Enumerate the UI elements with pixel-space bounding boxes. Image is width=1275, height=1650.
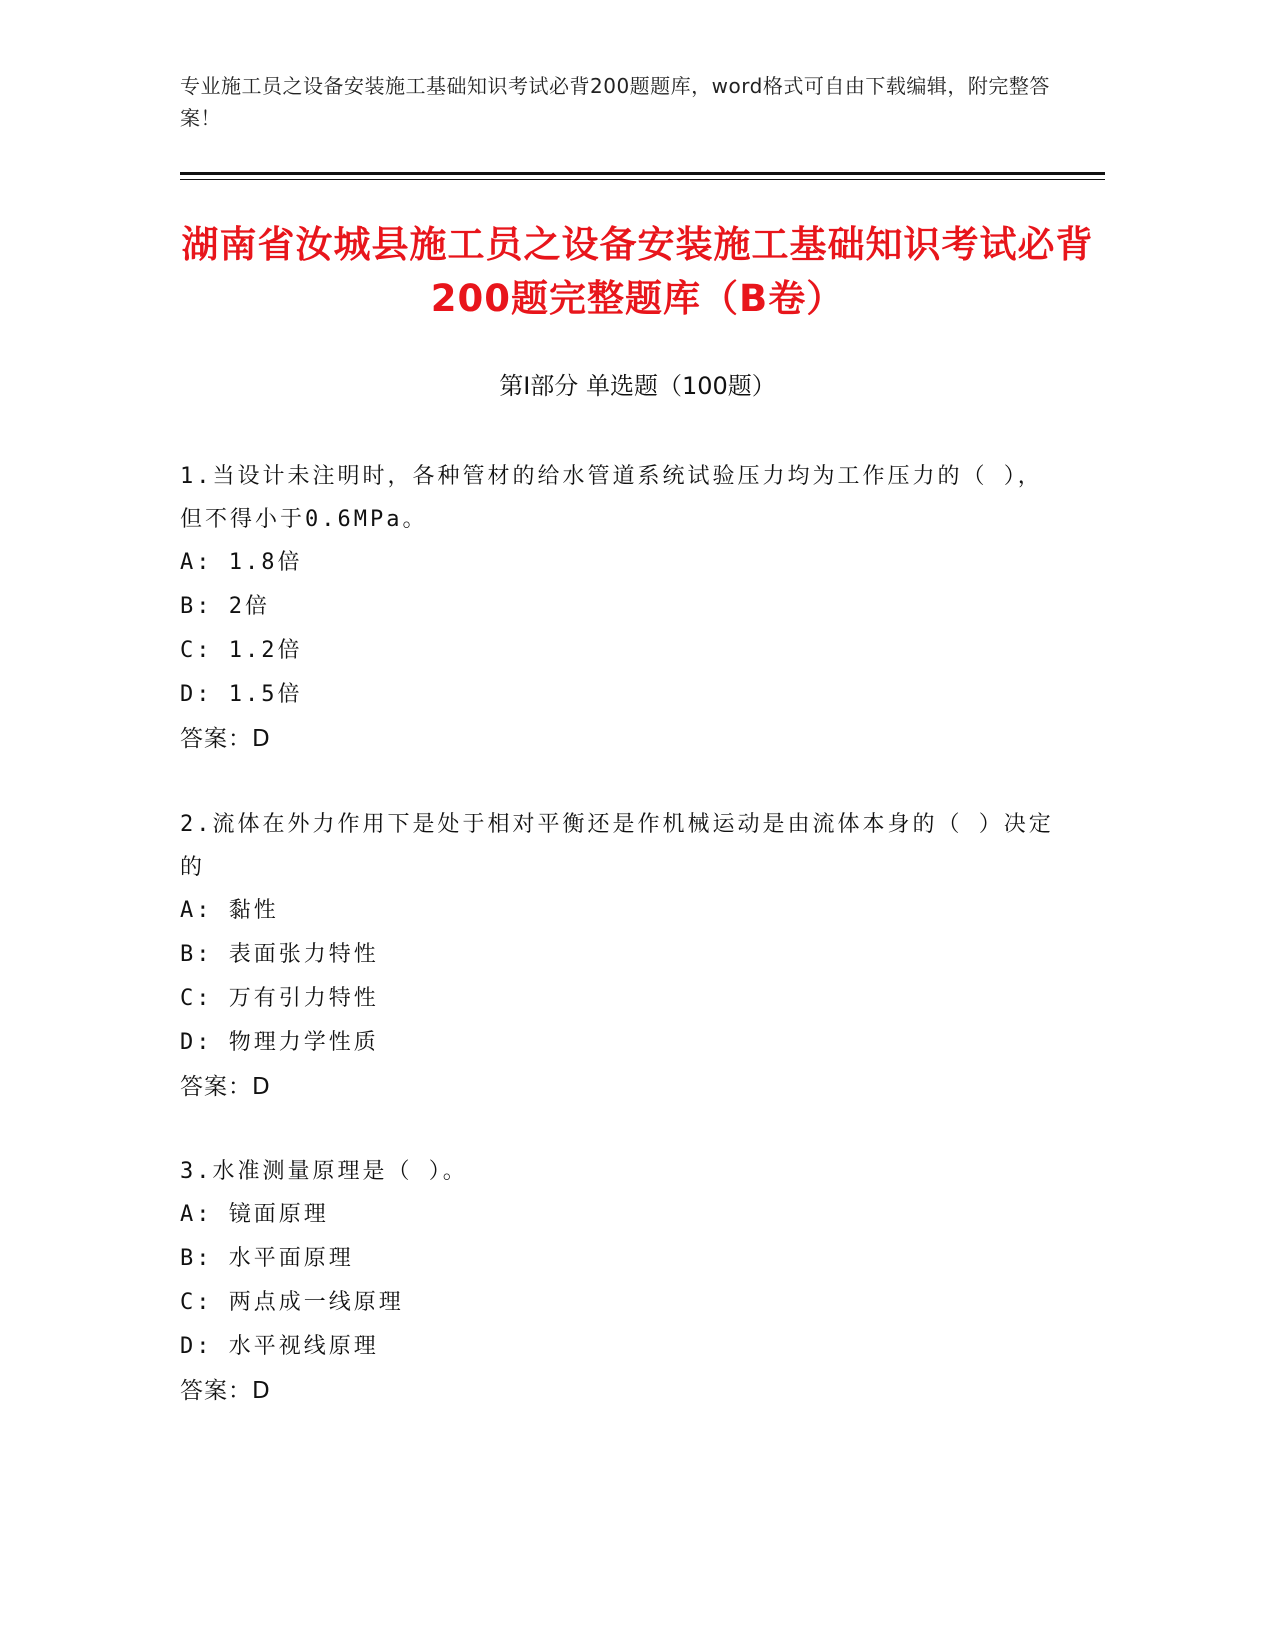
option-d: D: 1.5倍 xyxy=(180,682,303,707)
option-b: B: 表面张力特性 xyxy=(180,942,379,967)
header-rule-thin xyxy=(180,179,1105,180)
option-d: D: 物理力学性质 xyxy=(180,1030,379,1055)
question-3 xyxy=(180,1150,1060,1413)
question-stem: 3.水准测量原理是（ ）。 xyxy=(180,1159,468,1184)
question-2 xyxy=(180,803,1060,1109)
document-title: 湖南省汝城县施工员之设备安装施工基础知识考试必背200题完整题库（B卷） xyxy=(181,223,1094,320)
answer: 答案：D xyxy=(180,1074,271,1100)
section-title: 第Ⅰ部分 单选题（100题） xyxy=(499,372,776,400)
option-a: A: 1.8倍 xyxy=(180,550,303,575)
option-c: C: 万有引力特性 xyxy=(180,986,379,1011)
header-note: 专业施工员之设备安装施工基础知识考试必背200题题库，word格式可自由下载编辑，附完整答案！ xyxy=(180,74,1050,130)
question-stem: 2.流体在外力作用下是处于相对平衡还是作机械运动是由流体本身的（ ）决定的 xyxy=(180,812,1054,880)
option-c: C: 1.2倍 xyxy=(180,638,303,663)
question-1 xyxy=(180,455,1060,761)
option-a: A: 镜面原理 xyxy=(180,1202,329,1227)
header-rule-thick xyxy=(180,172,1105,175)
option-b: B: 2倍 xyxy=(180,594,270,619)
answer: 答案：D xyxy=(180,726,271,752)
option-c: C: 两点成一线原理 xyxy=(180,1290,404,1315)
answer: 答案：D xyxy=(180,1378,271,1404)
option-a: A: 黏性 xyxy=(180,898,279,923)
option-b: B: 水平面原理 xyxy=(180,1246,354,1271)
option-d: D: 水平视线原理 xyxy=(180,1334,379,1359)
question-stem: 1.当设计未注明时，各种管材的给水管道系统试验压力均为工作压力的（ ），但不得小于0.6MPa。 xyxy=(180,464,1043,532)
